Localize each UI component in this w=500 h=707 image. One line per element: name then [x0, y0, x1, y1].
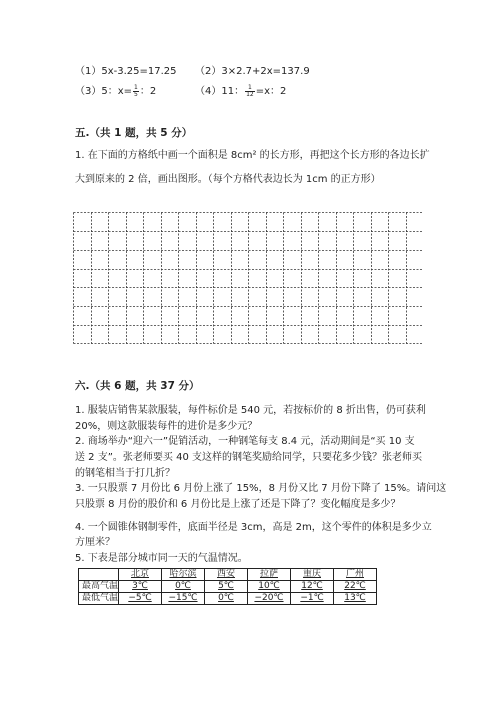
- equation-3-label: （3）: [75, 86, 102, 97]
- city-cell: 重庆: [291, 569, 334, 581]
- section-6-q3-line1: 3. 一只股票 7 月份比 6 月份上涨了 15%，8 月份又比 7 月份下降了 15%。请问这: [75, 483, 447, 494]
- table-cell: −1℃: [291, 593, 334, 605]
- table-cell: −20℃: [248, 593, 291, 605]
- table-row: [79, 581, 377, 593]
- table-corner-cell: [79, 569, 119, 581]
- row-label: 最低气温: [79, 593, 119, 605]
- fraction-numerator: 1: [245, 85, 255, 92]
- fraction-denominator: 5: [134, 90, 138, 98]
- city-cell: 广州: [334, 569, 377, 581]
- section-5-q1-line2: 大到原来的 2 倍，画出图形。（每个方格代表边长为 1cm 的正方形）: [75, 174, 381, 185]
- equation-2: [195, 62, 310, 77]
- equation-3-pre: 5：x=: [101, 86, 133, 97]
- table-cell: 0℃: [205, 593, 248, 605]
- section-6-q1-line2: 20%，则这款服装每件的进价是多少元？: [75, 421, 258, 432]
- equation-4: [195, 82, 286, 98]
- fraction-numerator: 1: [134, 83, 138, 91]
- table-cell: −15℃: [162, 593, 205, 605]
- section-6-q4-line1: 4. 一个圆锥体钢制零件，底面半径是 3cm，高是 2m，这个零件的体积是多少立: [75, 522, 432, 533]
- equation-1-label: （1）: [75, 66, 102, 77]
- table-cell: 12℃: [291, 581, 334, 593]
- equation-1: [75, 62, 177, 77]
- equation-3-fraction: [133, 85, 139, 98]
- table-header-row: [79, 569, 377, 581]
- table-cell: 3℃: [119, 581, 162, 593]
- equation-1-text: 5x-3.25=17.25: [101, 66, 177, 77]
- equation-3-post: ：2: [139, 86, 157, 97]
- city-cell: 西安: [205, 569, 248, 581]
- row-label: 最高气温: [79, 581, 119, 593]
- table-cell: 22℃: [334, 581, 377, 593]
- equation-3: [75, 82, 156, 98]
- table-cell: 13℃: [334, 593, 377, 605]
- fraction-denominator: 12: [246, 90, 254, 98]
- table-cell: 10℃: [248, 581, 291, 593]
- temperature-table: [78, 568, 377, 605]
- section-6-q4-line2: 方厘米？: [75, 537, 115, 548]
- equation-4-label: （4）: [195, 86, 222, 97]
- section-6-q3-line2: 只股票 8 月份的股价和 6 月份比是上涨了还是下降了？变化幅度是多少？: [75, 499, 401, 510]
- equation-4-fraction: [245, 85, 255, 98]
- section-6-q2-line3: 的钢笔相当于打几折？: [75, 468, 175, 479]
- grid-paper[interactable]: [73, 212, 423, 344]
- city-cell: 北京: [119, 569, 162, 581]
- equation-4-pre: 11：: [221, 86, 245, 97]
- table-row: [79, 593, 377, 605]
- city-cell: 拉萨: [248, 569, 291, 581]
- grid-svg: [73, 212, 423, 344]
- section-6-q2-line1: 2. 商场举办“迎六一”促销活动，一种钢笔每支 8.4 元，活动期间是“买 10 支: [75, 436, 415, 447]
- section-6-title: 六.（共 6 题，共 37 分）: [75, 380, 200, 392]
- equation-2-label: （2）: [195, 66, 222, 77]
- section-6-q2-line2: 送 2 支”。张老师要买 40 支这样的钢笔奖励给同学，只要花多少钱？张老师买: [75, 452, 422, 463]
- city-cell: 哈尔滨: [162, 569, 205, 581]
- section-5-title: 五.（共 1 题，共 5 分）: [75, 127, 193, 139]
- section-6-q1-line1: 1. 服装店销售某款服装，每件标价是 540 元，若按标价的 8 折出售，仍可获利: [75, 405, 426, 416]
- section-6-q5: 5. 下表是部分城市同一天的气温情况。: [75, 553, 248, 564]
- section-5-q1-line1: 1. 在下面的方格纸中画一个面积是 8cm² 的长方形，再把这个长方形的各边长扩: [75, 150, 430, 161]
- table-cell: 0℃: [162, 581, 205, 593]
- table-cell: 5℃: [205, 581, 248, 593]
- equation-4-post: =x：2: [255, 86, 287, 97]
- table-cell: −5℃: [119, 593, 162, 605]
- equation-2-text: 3×2.7+2x=137.9: [221, 66, 310, 77]
